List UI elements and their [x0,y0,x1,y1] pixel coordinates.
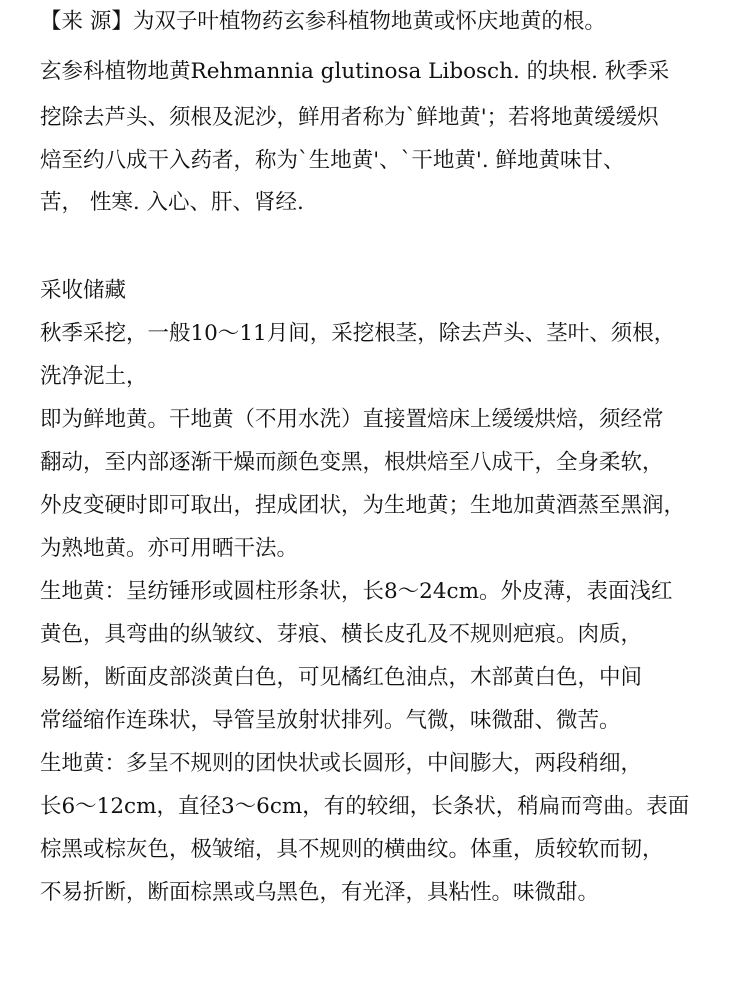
desc2-line-1: 生地黄：多呈不规则的团快状或长圆形，中间膨大，两段稍细， [40,751,643,776]
source-line-2: 玄参科植物地黄Rehmannia glutinosa Libosch. 的块根. 秋季采 [40,59,670,84]
desc1-line-3: 易断，断面皮部淡黄白色，可见橘红色油点，木部黄白色，中间 [40,665,643,690]
desc2-line-2: 长6～12cm，直径3～6cm，有的较细，长条状，稍扁而弯曲。表面 [40,794,690,819]
source-line-1: 【来 源】为双子叶植物药玄参科植物地黄或怀庆地黄的根。 [40,9,606,34]
harvest-line-1: 秋季采挖，一般10～11月间，采挖根茎，除去芦头、茎叶、须根， [40,321,676,346]
harvest-line-6: 为熟地黄。亦可用晒干法。 [40,536,299,561]
source-line-4: 焙至约八成干入药者，称为`生地黄'、`干地黄'. 鲜地黄味甘、 [40,148,625,173]
harvest-line-2: 洗净泥土， [40,364,148,389]
source-line-5: 苦， 性寒. 入心、肝、肾经. [40,190,304,215]
harvest-line-4: 翻动，至内部逐渐干燥而颜色变黑，根烘焙至八成干，全身柔软， [40,450,664,475]
desc2-line-3: 棕黑或棕灰色，极皱缩，具不规则的横曲纹。体重，质较软而韧， [40,837,664,862]
desc1-line-4: 常缢缩作连珠状，导管呈放射状排列。气微，味微甜、微苦。 [40,708,621,733]
desc1-line-2: 黄色，具弯曲的纵皱纹、芽痕、横长皮孔及不规则疤痕。肉质， [40,622,643,647]
source-line-3: 挖除去芦头、须根及泥沙，鲜用者称为`鲜地黄'；若将地黄缓缓炽 [40,105,659,130]
harvest-line-5: 外皮变硬时即可取出，捏成团状，为生地黄；生地加黄酒蒸至黑润， [40,493,686,518]
desc2-line-4: 不易折断，断面棕黑或乌黑色，有光泽，具粘性。味微甜。 [40,880,600,905]
harvest-heading: 采收储藏 [40,278,127,303]
harvest-line-3: 即为鲜地黄。干地黄（不用水洗）直接置焙床上缓缓烘焙，须经常 [40,407,664,432]
desc1-line-1: 生地黄：呈纺锤形或圆柱形条状，长8～24cm。外皮薄，表面浅红 [40,579,673,604]
